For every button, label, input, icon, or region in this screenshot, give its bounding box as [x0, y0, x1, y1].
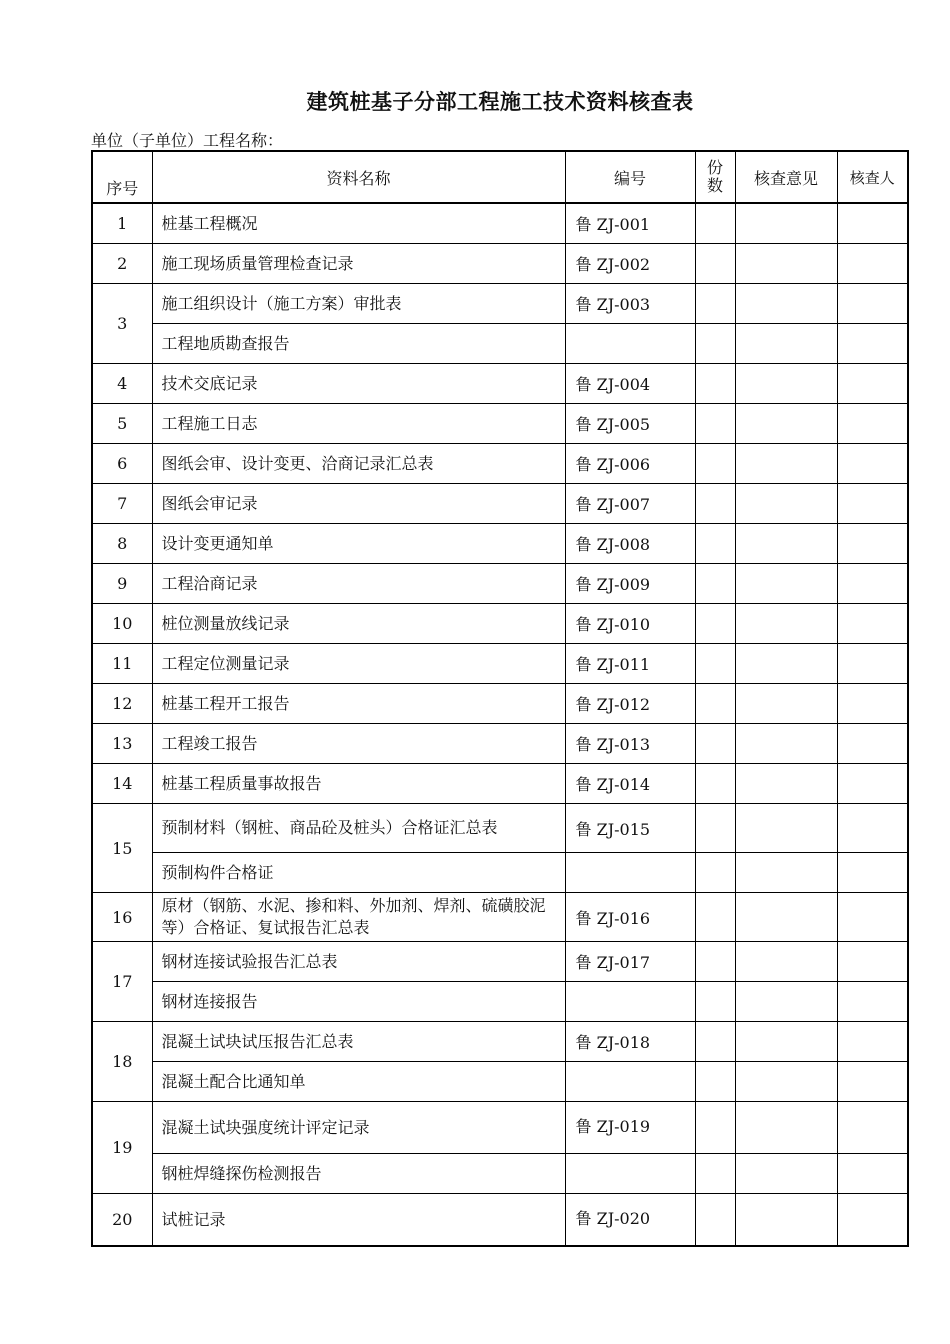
row-doc-name: 原材（钢筋、水泥、掺和料、外加剂、焊剂、硫磺胶泥等）合格证、复试报告汇总表 — [152, 893, 565, 942]
row-checker-cell[interactable] — [837, 324, 908, 364]
table-row — [92, 982, 908, 1022]
row-opinion-cell[interactable] — [735, 244, 837, 284]
row-checker-cell[interactable] — [837, 404, 908, 444]
row-checker-cell[interactable] — [837, 942, 908, 982]
row-doc-name: 混凝土试块试压报告汇总表 — [152, 1022, 565, 1062]
row-doc-name: 施工现场质量管理检查记录 — [152, 244, 565, 284]
row-doc-code: 鲁 ZJ-007 — [565, 484, 695, 524]
row-opinion-cell[interactable] — [735, 982, 837, 1022]
row-doc-code: 鲁 ZJ-015 — [565, 804, 695, 853]
row-doc-name: 预制材料（钢桩、商品砼及桩头）合格证汇总表 — [152, 804, 565, 853]
table-row — [92, 324, 908, 364]
row-seq: 15 — [92, 804, 152, 893]
row-opinion-cell[interactable] — [735, 1022, 837, 1062]
row-copies-cell[interactable] — [695, 284, 735, 324]
check-table — [91, 150, 909, 1247]
row-seq: 13 — [92, 724, 152, 764]
row-copies-cell[interactable] — [695, 1062, 735, 1102]
row-doc-code: 鲁 ZJ-008 — [565, 524, 695, 564]
table-row — [92, 404, 908, 444]
row-opinion-cell[interactable] — [735, 1102, 837, 1154]
table-row — [92, 244, 908, 284]
table-row — [92, 853, 908, 893]
row-seq: 18 — [92, 1022, 152, 1102]
header-copies — [695, 151, 735, 203]
row-checker-cell[interactable] — [837, 1062, 908, 1102]
row-opinion-cell[interactable] — [735, 564, 837, 604]
row-checker-cell[interactable] — [837, 203, 908, 244]
row-copies-cell[interactable] — [695, 982, 735, 1022]
row-doc-code — [565, 1154, 695, 1194]
row-checker-cell[interactable] — [837, 564, 908, 604]
row-checker-cell[interactable] — [837, 284, 908, 324]
row-doc-code: 鲁 ZJ-013 — [565, 724, 695, 764]
row-opinion-cell[interactable] — [735, 203, 837, 244]
row-doc-name: 图纸会审记录 — [152, 484, 565, 524]
row-doc-code: 鲁 ZJ-020 — [565, 1194, 695, 1247]
table-row — [92, 524, 908, 564]
row-doc-name: 混凝土试块强度统计评定记录 — [152, 1102, 565, 1154]
row-seq: 3 — [92, 284, 152, 364]
row-copies-cell[interactable] — [695, 942, 735, 982]
table-row — [92, 764, 908, 804]
row-opinion-cell[interactable] — [735, 444, 837, 484]
row-seq: 20 — [92, 1194, 152, 1247]
row-doc-name: 技术交底记录 — [152, 364, 565, 404]
header-copies-line1: 份 — [706, 158, 723, 177]
table-row — [92, 484, 908, 524]
table-row — [92, 444, 908, 484]
row-doc-code: 鲁 ZJ-006 — [565, 444, 695, 484]
row-doc-name: 试桩记录 — [152, 1194, 565, 1247]
row-copies-cell[interactable] — [695, 564, 735, 604]
row-copies-cell[interactable] — [695, 724, 735, 764]
row-copies-cell[interactable] — [695, 324, 735, 364]
row-copies-cell[interactable] — [695, 244, 735, 284]
table-row — [92, 1194, 908, 1247]
row-opinion-cell[interactable] — [735, 764, 837, 804]
row-seq: 14 — [92, 764, 152, 804]
row-seq: 11 — [92, 644, 152, 684]
table-row — [92, 804, 908, 853]
table-row — [92, 1102, 908, 1154]
row-opinion-cell[interactable] — [735, 364, 837, 404]
table-row — [92, 1154, 908, 1194]
row-checker-cell[interactable] — [837, 684, 908, 724]
row-doc-code: 鲁 ZJ-014 — [565, 764, 695, 804]
row-doc-name: 工程竣工报告 — [152, 724, 565, 764]
row-copies-cell[interactable] — [695, 524, 735, 564]
table-row — [92, 893, 908, 942]
row-opinion-cell[interactable] — [735, 804, 837, 853]
row-opinion-cell[interactable] — [735, 1194, 837, 1247]
row-copies-cell[interactable] — [695, 1102, 735, 1154]
row-opinion-cell[interactable] — [735, 484, 837, 524]
row-doc-name: 设计变更通知单 — [152, 524, 565, 564]
row-doc-code — [565, 853, 695, 893]
row-seq: 1 — [92, 203, 152, 244]
row-seq: 6 — [92, 444, 152, 484]
row-doc-name: 施工组织设计（施工方案）审批表 — [152, 284, 565, 324]
row-seq: 2 — [92, 244, 152, 284]
row-copies-cell[interactable] — [695, 364, 735, 404]
row-seq: 5 — [92, 404, 152, 444]
row-copies-cell[interactable] — [695, 684, 735, 724]
row-checker-cell[interactable] — [837, 484, 908, 524]
row-checker-cell[interactable] — [837, 764, 908, 804]
header-checker: 核查人 — [837, 151, 908, 203]
row-doc-name: 工程定位测量记录 — [152, 644, 565, 684]
header-row — [92, 151, 908, 203]
row-checker-cell[interactable] — [837, 853, 908, 893]
table-row — [92, 604, 908, 644]
row-opinion-cell[interactable] — [735, 1062, 837, 1102]
row-checker-cell[interactable] — [837, 1022, 908, 1062]
header-copies-line2: 数 — [706, 176, 723, 195]
row-opinion-cell[interactable] — [735, 284, 837, 324]
row-doc-code: 鲁 ZJ-009 — [565, 564, 695, 604]
row-doc-code: 鲁 ZJ-010 — [565, 604, 695, 644]
row-doc-code: 鲁 ZJ-018 — [565, 1022, 695, 1062]
row-doc-name: 钢桩焊缝探伤检测报告 — [152, 1154, 565, 1194]
row-checker-cell[interactable] — [837, 244, 908, 284]
row-doc-code: 鲁 ZJ-003 — [565, 284, 695, 324]
row-doc-name: 工程施工日志 — [152, 404, 565, 444]
table-row — [92, 564, 908, 604]
row-doc-name: 钢材连接试验报告汇总表 — [152, 942, 565, 982]
row-seq: 16 — [92, 893, 152, 942]
row-doc-code: 鲁 ZJ-017 — [565, 942, 695, 982]
row-opinion-cell[interactable] — [735, 893, 837, 942]
row-copies-cell[interactable] — [695, 644, 735, 684]
row-doc-name: 工程洽商记录 — [152, 564, 565, 604]
row-seq: 9 — [92, 564, 152, 604]
table-body — [92, 203, 908, 1246]
row-checker-cell[interactable] — [837, 604, 908, 644]
row-copies-cell[interactable] — [695, 484, 735, 524]
row-checker-cell[interactable] — [837, 1194, 908, 1247]
table-row — [92, 684, 908, 724]
row-copies-cell[interactable] — [695, 404, 735, 444]
row-seq: 8 — [92, 524, 152, 564]
page-title: 建筑桩基子分部工程施工技术资料核查表 — [306, 90, 694, 114]
row-doc-code: 鲁 ZJ-012 — [565, 684, 695, 724]
row-checker-cell[interactable] — [837, 724, 908, 764]
row-doc-code: 鲁 ZJ-005 — [565, 404, 695, 444]
table-row — [92, 203, 908, 244]
table-row — [92, 284, 908, 324]
row-opinion-cell[interactable] — [735, 684, 837, 724]
row-doc-name: 工程地质勘查报告 — [152, 324, 565, 364]
row-doc-code: 鲁 ZJ-011 — [565, 644, 695, 684]
unit-name-label: 单位（子单位）工程名称： — [91, 131, 284, 150]
table-row — [92, 1022, 908, 1062]
row-checker-cell[interactable] — [837, 1154, 908, 1194]
row-doc-code: 鲁 ZJ-001 — [565, 203, 695, 244]
row-checker-cell[interactable] — [837, 982, 908, 1022]
row-doc-name: 桩基工程概况 — [152, 203, 565, 244]
row-opinion-cell[interactable] — [735, 724, 837, 764]
row-copies-cell[interactable] — [695, 1194, 735, 1247]
row-doc-name: 桩基工程质量事故报告 — [152, 764, 565, 804]
row-opinion-cell[interactable] — [735, 1154, 837, 1194]
row-seq: 4 — [92, 364, 152, 404]
row-doc-code: 鲁 ZJ-004 — [565, 364, 695, 404]
row-doc-code: 鲁 ZJ-019 — [565, 1102, 695, 1154]
row-copies-cell[interactable] — [695, 893, 735, 942]
row-copies-cell[interactable] — [695, 804, 735, 853]
header-code: 编号 — [565, 151, 695, 203]
row-checker-cell[interactable] — [837, 524, 908, 564]
row-doc-name: 钢材连接报告 — [152, 982, 565, 1022]
row-copies-cell[interactable] — [695, 853, 735, 893]
row-seq: 7 — [92, 484, 152, 524]
row-opinion-cell[interactable] — [735, 604, 837, 644]
header-opinion: 核查意见 — [735, 151, 837, 203]
row-copies-cell[interactable] — [695, 203, 735, 244]
row-opinion-cell[interactable] — [735, 524, 837, 564]
row-doc-name: 桩基工程开工报告 — [152, 684, 565, 724]
row-opinion-cell[interactable] — [735, 644, 837, 684]
row-doc-name: 图纸会审、设计变更、洽商记录汇总表 — [152, 444, 565, 484]
row-seq: 19 — [92, 1102, 152, 1194]
row-doc-code — [565, 982, 695, 1022]
table-row — [92, 1062, 908, 1102]
table-row — [92, 942, 908, 982]
row-checker-cell[interactable] — [837, 444, 908, 484]
row-copies-cell[interactable] — [695, 444, 735, 484]
row-checker-cell[interactable] — [837, 364, 908, 404]
row-doc-name: 桩位测量放线记录 — [152, 604, 565, 644]
table-row — [92, 724, 908, 764]
row-copies-cell[interactable] — [695, 1022, 735, 1062]
row-doc-code — [565, 324, 695, 364]
row-doc-code: 鲁 ZJ-016 — [565, 893, 695, 942]
row-doc-code: 鲁 ZJ-002 — [565, 244, 695, 284]
row-opinion-cell[interactable] — [735, 324, 837, 364]
row-copies-cell[interactable] — [695, 764, 735, 804]
row-opinion-cell[interactable] — [735, 942, 837, 982]
row-doc-name: 混凝土配合比通知单 — [152, 1062, 565, 1102]
row-copies-cell[interactable] — [695, 1154, 735, 1194]
row-checker-cell[interactable] — [837, 893, 908, 942]
row-copies-cell[interactable] — [695, 604, 735, 644]
header-seq: 序号 — [92, 151, 152, 203]
row-checker-cell[interactable] — [837, 804, 908, 853]
row-doc-name: 预制构件合格证 — [152, 853, 565, 893]
row-checker-cell[interactable] — [837, 1102, 908, 1154]
table-row — [92, 364, 908, 404]
row-doc-code — [565, 1062, 695, 1102]
row-seq: 17 — [92, 942, 152, 1022]
row-checker-cell[interactable] — [837, 644, 908, 684]
row-opinion-cell[interactable] — [735, 853, 837, 893]
table-row — [92, 644, 908, 684]
row-seq: 12 — [92, 684, 152, 724]
row-opinion-cell[interactable] — [735, 404, 837, 444]
row-seq: 10 — [92, 604, 152, 644]
header-name: 资料名称 — [152, 151, 565, 203]
